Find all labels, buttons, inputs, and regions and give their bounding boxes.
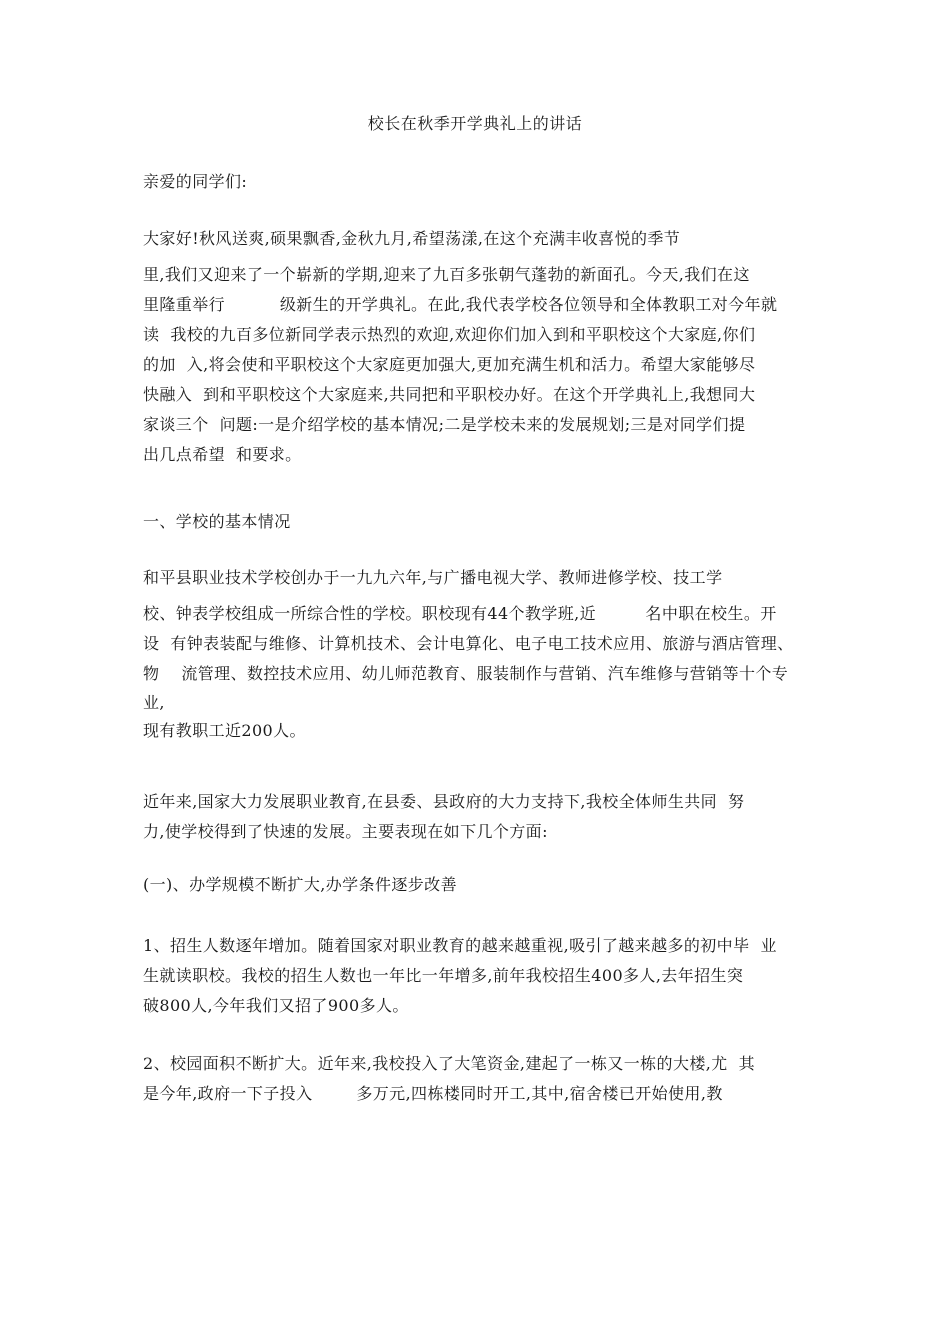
- text-line: 业,: [143, 693, 165, 712]
- item-campus-area: [143, 1049, 803, 1109]
- text-line: 生就读职校。我校的招生人数也一年比一年增多,前年我校招生400多人,去年招生突: [143, 966, 744, 985]
- document-title: 校长在秋季开学典礼上的讲话: [367, 114, 583, 133]
- text-line: 现有教职工近200人。: [143, 721, 306, 740]
- text-line: 里,我们又迎来了一个崭新的学期,迎来了九百多张朝气蓬勃的新面孔。今天,我们在这: [143, 265, 750, 284]
- paragraph-recent-development: [143, 787, 803, 847]
- section-heading-text: 一、学校的基本情况: [143, 512, 291, 531]
- text-line: 2、校园面积不断扩大。近年来,我校投入了大笔资金,建起了一栋又一栋的大楼,尤 其: [143, 1054, 756, 1073]
- paragraph-school-intro: [143, 563, 803, 745]
- text-line: 是今年,政府一下子投入 多万元,四栋楼同时开工,其中,宿舍楼已开始使用,教: [143, 1084, 723, 1103]
- text-line: 里隆重举行 级新生的开学典礼。在此,我代表学校各位领导和全体教职工对今年就: [143, 295, 778, 314]
- item-enrollment: [143, 931, 803, 1021]
- text-line: 1、招生人数逐年增加。随着国家对职业教育的越来越重视,吸引了越来越多的初中毕 业: [143, 936, 777, 955]
- text-line: 力,使学校得到了快速的发展。主要表现在如下几个方面:: [143, 822, 548, 841]
- text-line: 读 我校的九百多位新同学表示热烈的欢迎,欢迎你们加入到和平职校这个大家庭,你们: [143, 325, 756, 344]
- text-line: 出几点希望 和要求。: [143, 445, 302, 464]
- subsection-heading-text: (一)、办学规模不断扩大,办学条件逐步改善: [143, 875, 457, 894]
- text-line: 设 有钟表装配与维修、计算机技术、会计电算化、电子电工技术应用、旅游与酒店管理、: [143, 634, 794, 653]
- text-line: 快融入 到和平职校这个大家庭来,共同把和平职校办好。在这个开学典礼上,我想同大: [143, 385, 756, 404]
- text-line: 校、钟表学校组成一所综合性的学校。职校现有44个教学班,近 名中职在校生。开: [143, 604, 777, 623]
- text-line: 破800人,今年我们又招了900多人。: [143, 996, 409, 1015]
- greeting-line: 亲爱的同学们:: [143, 172, 248, 191]
- text-line: 家谈三个 问题:一是介绍学校的基本情况;二是学校未来的发展规划;三是对同学们提: [143, 415, 746, 434]
- greeting: [143, 167, 803, 197]
- text-line: 的加 入,将会使和平职校这个大家庭更加强大,更加充满生机和活力。希望大家能够尽: [143, 355, 756, 374]
- text-line: 近年来,国家大力发展职业教育,在县委、县政府的大力支持下,我校全体师生共同 努: [143, 792, 745, 811]
- subsection-heading-scale: [143, 870, 803, 900]
- text-line: 和平县职业技术学校创办于一九九六年,与广播电视大学、教师进修学校、技工学: [143, 568, 723, 587]
- text-line: 大家好!秋风送爽,硕果飘香,金秋九月,希望荡漾,在这个充满丰收喜悦的季节: [143, 229, 681, 248]
- text-line: 物 流管理、数控技术应用、幼儿师范教育、服装制作与营销、汽车维修与营销等十个专: [143, 664, 789, 683]
- section-heading-basic-info: [143, 507, 803, 537]
- paragraph-opening: [143, 224, 803, 470]
